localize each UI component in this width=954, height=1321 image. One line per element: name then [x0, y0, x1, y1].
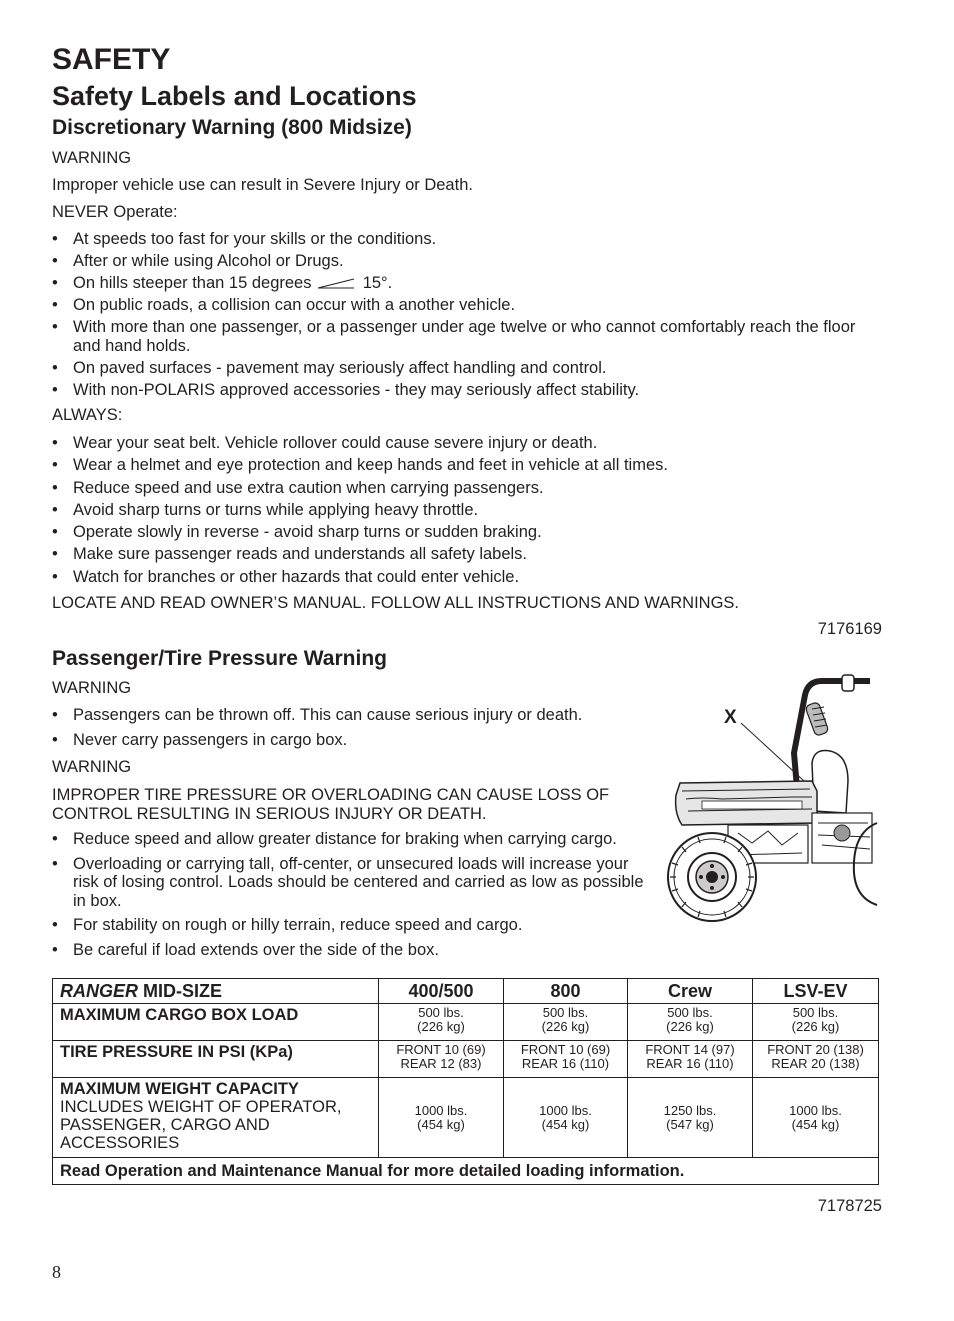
table-cell: FRONT 10 (69) REAR 12 (83) — [379, 1041, 504, 1078]
vehicle-figure — [647, 679, 882, 959]
list-item: • After or while using Alcohol or Drugs. — [52, 252, 882, 271]
list-item: • Reduce speed and allow greater distance for braking when carrying cargo. — [52, 830, 647, 849]
table-cell: 1000 lbs. (454 kg) — [379, 1078, 504, 1158]
part-number: 7176169 — [817, 620, 882, 639]
row-label: TIRE PRESSURE IN PSI (KPa) — [53, 1041, 379, 1078]
table-header-model: RANGER MID-SIZE — [53, 979, 379, 1004]
passenger-list — [52, 706, 647, 749]
table-footer-note: Read Operation and Maintenance Manual for more detailed loading information. — [53, 1158, 879, 1185]
list-item: • Overloading or carrying tall, off-center, or unsecured loads will increase your risk of losing control. Loads should be centered and carried as low as possible in box. — [52, 855, 647, 911]
table-cell: 1000 lbs. (454 kg) — [753, 1078, 879, 1158]
list-item: • Watch for branches or other hazards that could enter vehicle. — [52, 568, 882, 587]
list-item: • Operate slowly in reverse - avoid sharp turns or sudden braking. — [52, 523, 882, 542]
warning-label: WARNING — [52, 679, 132, 698]
overload-list — [52, 830, 647, 959]
table-header-cell: LSV-EV — [753, 979, 879, 1004]
list-item: • On public roads, a collision can occur with a another vehicle. — [52, 296, 882, 315]
page-title: Safety Labels and Locations — [52, 81, 417, 111]
passenger-text — [52, 679, 647, 959]
table-row — [53, 1041, 879, 1078]
load-capacity-table — [52, 978, 879, 1185]
table-cell: FRONT 14 (97) REAR 16 (110) — [628, 1041, 753, 1078]
table-header-cell: 800 — [504, 979, 628, 1004]
table-row — [53, 1078, 879, 1158]
never-list — [52, 230, 882, 399]
table-cell: 500 lbs. (226 kg) — [379, 1004, 504, 1041]
section-title: SAFETY — [52, 43, 171, 76]
slope-angle-icon — [316, 278, 358, 290]
list-item: • With more than one passenger, or a passenger under age twelve or who cannot comfortably reach the floor and hand holds. — [52, 318, 882, 355]
table-footer-row — [53, 1158, 879, 1185]
warning-label: WARNING — [52, 758, 132, 777]
list-item: • Avoid sharp turns or turns while applying heavy throttle. — [52, 501, 882, 520]
utv-cargo-illustration — [642, 673, 882, 928]
table-cell: FRONT 10 (69) REAR 16 (110) — [504, 1041, 628, 1078]
part-number: 7178725 — [817, 1197, 882, 1216]
table-row — [53, 1004, 879, 1041]
table-cell: 1000 lbs. (454 kg) — [504, 1078, 628, 1158]
table-cell: FRONT 20 (138) REAR 20 (138) — [753, 1041, 879, 1078]
table-cell: 500 lbs. (226 kg) — [753, 1004, 879, 1041]
list-item: • On hills steeper than 15 degrees 15°. — [52, 274, 882, 293]
list-item: • For stability on rough or hilly terrain, reduce speed and cargo. — [52, 916, 647, 935]
table-header-row — [53, 979, 879, 1004]
callout-label: X — [724, 707, 737, 729]
list-item: • Never carry passengers in cargo box. — [52, 731, 647, 750]
list-item: • Make sure passenger reads and understands all safety labels. — [52, 545, 882, 564]
locate-instruction: LOCATE AND READ OWNER’S MANUAL. FOLLOW ALL INSTRUCTIONS AND WARNINGS. — [52, 594, 739, 613]
list-item: • Passengers can be thrown off. This can cause serious injury or death. — [52, 706, 647, 725]
list-item: • Wear a helmet and eye protection and keep hands and feet in vehicle at all times. — [52, 456, 882, 475]
list-item: • Wear your seat belt. Vehicle rollover could cause severe injury or death. — [52, 434, 882, 453]
passenger-section-title: Passenger/Tire Pressure Warning — [52, 647, 387, 671]
page-content — [52, 40, 882, 1216]
slope-degree-text: 15°. — [362, 274, 393, 292]
table-header-cell: 400/500 — [379, 979, 504, 1004]
subsection-title: Discretionary Warning (800 Midsize) — [52, 116, 412, 139]
table-header-cell: Crew — [628, 979, 753, 1004]
list-item: • On paved surfaces - pavement may seriously affect handling and control. — [52, 359, 882, 378]
list-item: • At speeds too fast for your skills or the conditions. — [52, 230, 882, 249]
table-cell: 500 lbs. (226 kg) — [628, 1004, 753, 1041]
table-cell: 500 lbs. (226 kg) — [504, 1004, 628, 1041]
list-item: • Be careful if load extends over the side of the box. — [52, 941, 647, 960]
overload-warning: IMPROPER TIRE PRESSURE OR OVERLOADING CAN CAUSE LOSS OF CONTROL RESULTING IN SERIOUS INJURY OR DEATH. — [52, 786, 610, 823]
list-item: • With non-POLARIS approved accessories - they may seriously affect stability. — [52, 381, 882, 400]
always-label: ALWAYS: — [52, 406, 123, 424]
page-number: 8 — [52, 1262, 61, 1282]
table-cell: 1250 lbs. (547 kg) — [628, 1078, 753, 1158]
never-label: NEVER Operate: — [52, 203, 178, 221]
row-label: MAXIMUM WEIGHT CAPACITY INCLUDES WEIGHT OF OPERATOR, PASSENGER, CARGO AND ACCESSORIES — [53, 1078, 379, 1158]
warning-intro: Improper vehicle use can result in Severe Injury or Death. — [52, 176, 473, 194]
list-item: • Reduce speed and use extra caution when carrying passengers. — [52, 479, 882, 498]
passenger-section — [52, 679, 882, 959]
row-label: MAXIMUM CARGO BOX LOAD — [53, 1004, 379, 1041]
warning-label: WARNING — [52, 149, 132, 167]
always-list — [52, 434, 882, 586]
